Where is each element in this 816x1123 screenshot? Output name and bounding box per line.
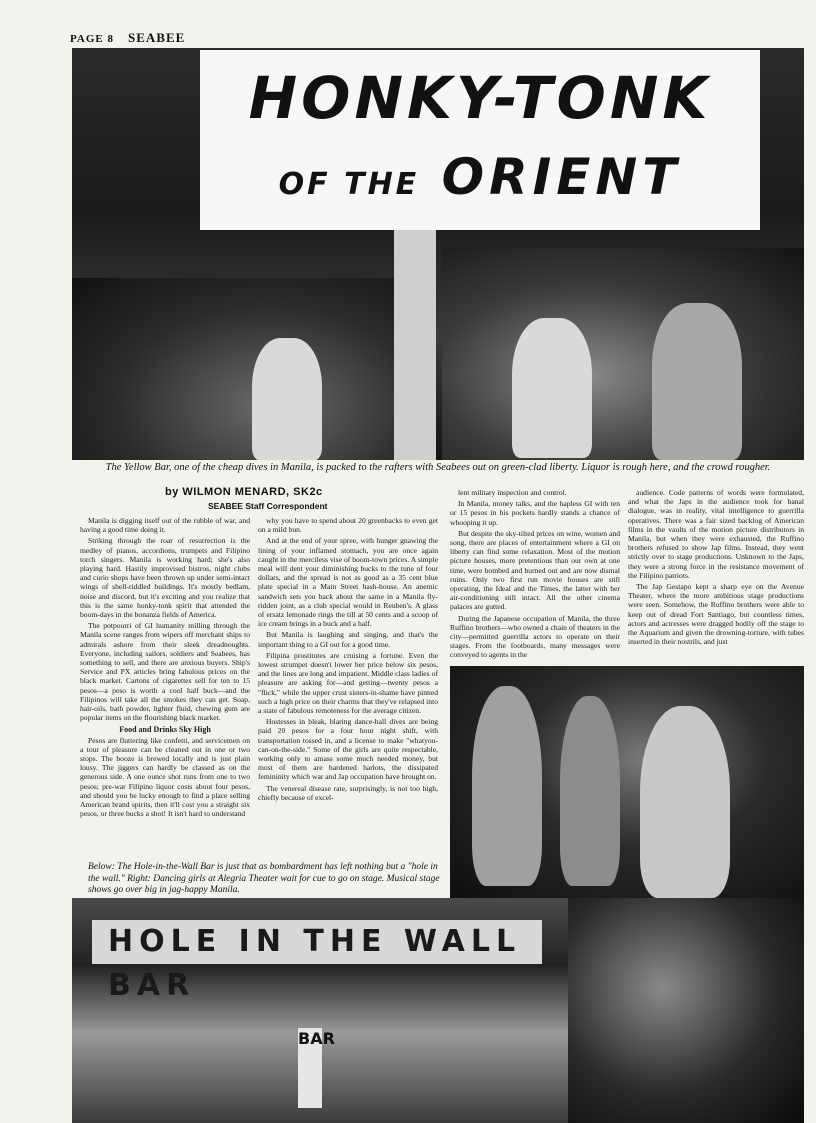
top-photo-caption: The Yellow Bar, one of the cheap dives in Manila, is packed to the rafters with Seabees out on green-clad liberty. Liquor is rough here, and the crowd rougher. [105, 462, 771, 473]
dancer-closeup-photo [568, 898, 804, 1123]
bar-sign: HOLE IN THE WALL BAR [92, 920, 542, 964]
page-number: PAGE 8 [70, 33, 114, 45]
paragraph: But despite the sky-tilted prices on wine, women and song, there are places of entertainment where a GI on liberty can find some relaxation. Most of the motion picture houses, more pretentious than our own at one time, were bombed and burned out and are now dismal ruins. Only two first run movie houses are still operating, the Ideal and the Times, the latter with her air-conditioning still intact. All the other cinema palaces are gutted. [450, 528, 620, 612]
paragraph: But Manila is laughing and singing, and that's the important thing to a GI out for a good time. [258, 630, 438, 649]
page-header [70, 30, 185, 46]
crowd-right [442, 248, 804, 460]
subheading: Food and Drinks Sky High [119, 725, 211, 735]
paragraph: Manila is digging itself out of the rubble of war, and having a good time doing it. [80, 516, 250, 535]
paragraph: In Manila, money talks, and the hapless GI with ten or 15 pesos in his pockets hardly stands a chance of whooping it up. [450, 499, 620, 527]
article-column-2 [258, 516, 438, 804]
byline-author: by WILMON MENARD, SK2c [165, 486, 323, 498]
paragraph: Filipina prostitutes are cruising a fortune. Even the lowest strumpet doesn't lower her price below six pesos, and the lines are long and impatient. Middle class ladies of pleasure are asking for—and getting—twenty pesos a "flick," while the upper crust sisters-in-shame have pinned such a high price on their charms that they've relapsed into a state of fabulous remoteness for the average citizen. [258, 650, 438, 716]
crowd-left [72, 278, 402, 460]
sailor-figure [512, 318, 592, 458]
paragraph: lent military inspection and control. [458, 488, 567, 497]
hole-in-the-wall-bar-photo [72, 898, 568, 1123]
sailor-figure [652, 303, 742, 460]
paragraph: Hostesses in bleak, blaring dance-hall dives are being paid 20 pesos for a four hour night shift, with transportation tossed in, and a license to make "whatyou-can-on-the-side." Some of the girls are quite respectable, working only to amass some much needed money, but most of them are hardened harlots, the dissipated femininity which war and Jap occupation have brought on. [258, 717, 438, 782]
dancer-figure [472, 686, 542, 886]
paragraph: Pesos are fluttering like confetti, and servicemen on a tour of pleasure can be cleaned out in one or two stops. The booze is brewed locally and is just plain lousy. The jiggers can hardly be classed as on the generous side. A one ounce shot runs from one to two pesos; pre-war Filipino liquor costs about four pesos, and should you be lucky enough to find a place selling American brand spirits, then it'll cost you a straight six pesos, or three bucks a shot! It isn't hard to understand [80, 735, 250, 819]
byline-title: SEABEE Staff Correspondent [208, 501, 328, 511]
dancer-figure [640, 706, 730, 898]
paragraph: audience. Code patterns of words were formulated, and what the Japs in the audience took for banal dialogue, was in reality, vital intelligence to guerrilla operatives. There was a fair sized backlog of American films in the vaults of the motion picture distributors in Manila, but when they were exhausted, the Ruffino brothers refused to show Jap films. Instead, they went strictly over to stage productions. Unknown to the Japs, they were a strong force in the resistance movement of the Filipino patriots. [628, 488, 804, 580]
dancing-girls-photo [450, 666, 804, 898]
paragraph: And at the end of your spree, with hunger gnawing the lining of your inflamed stomach, you are once again caught in the merciless vise of boom-town prices. A simple meal will dent your diminishing bucks to the tune of four dollars, and the spread is not as good as a 35 cent blue plate special in a Main Street hash-house. An anemic sandwich sets you back about the same in a Manila fly-ridden joint, as a club special would in Reuben's. A glass of ersatz lemonade rings the till at 50 cents and a scoop of ice cream brings in a buck and a half. [258, 536, 438, 629]
mid-caption: Below: The Hole-in-the-Wall Bar is just that as bombardment has left nothing but a "hole in the wall." Right: Dancing girls at Alegria Theater wait for cue to go on stage. Musical stage shows go over big in jag-happy Manila. [88, 862, 440, 895]
sailor-figure [252, 338, 322, 460]
yellow-bar-photo [72, 48, 804, 460]
dancer-figure [560, 696, 620, 886]
article-column-1 [80, 516, 250, 821]
headline-orient: ORIENT [441, 148, 682, 206]
bar-vertical-sign: BAR [298, 1028, 322, 1108]
paragraph: The Jap Gestapo kept a sharp eye on the Avenue Theater, where the more ambitious stage productions were seen. Somehow, the Ruffino brothers were able to keep out of dread Fort Santiago, but countless times, actors and actresses were dragged bodily off the stage to the Aquarium and given the drowning-torture, with tubes inserted in their nostrils, and just [628, 582, 804, 647]
paragraph: During the Japanese occupation of Manila, the three Ruffino brothers—who owned a chain of theaters in the city—permitted guerrilla actors to operate on their stages. From the footboards, many messages were conveyed to agents in the [450, 613, 620, 660]
paragraph: The venereal disease rate, surprisingly, is not too high, chiefly because of excel- [258, 783, 438, 802]
paragraph: why you have to spend about 20 greenbacks to even get on a mild bun. [258, 516, 438, 535]
paragraph: The potpourri of GI humanity milling through the Manila scene ranges from wipers off merchant ships to admirals ashore from their sleek dreadnoughts. Everyone, including sailors, soldiers and Seabees, has something to sell, and there are anxious buyers. Ship's Service and PX articles bring fabulous prices on the black market. Cartons of cigarettes sell for ten to 15 pesos—a peso is worth a cool half buck—and the Filipinos will take all the smokes they can get. Soap, hair-oils, bath powder, lighter fluid, chewing gum are popular items on the flourishing black market. [80, 621, 250, 723]
headline-board [200, 50, 760, 230]
paragraph: Striking through the roar of resurrection is the medley of pianos, accordions, trumpets and Filipino torch singers. Manila is working hard; she's also playing hard. Hastily improvised bistros, night clubs and curio shops have been thrown up under semi-intact wings of shell-riddled buildings. It's mostly bedlam, noise and discord, but it's exciting and you realize that this is the same honky-tonk spirit that attended the boom-days in the bonanza fields of America. [80, 536, 250, 620]
magazine-name: SEABEE [128, 30, 186, 45]
headline-line2 [210, 148, 750, 206]
article-column-3 [450, 488, 620, 662]
article-column-4 [628, 488, 804, 648]
headline-line1: HONKY-TONK [248, 64, 712, 132]
pillar [394, 228, 436, 460]
headline-of-the: OF THE [278, 167, 420, 202]
